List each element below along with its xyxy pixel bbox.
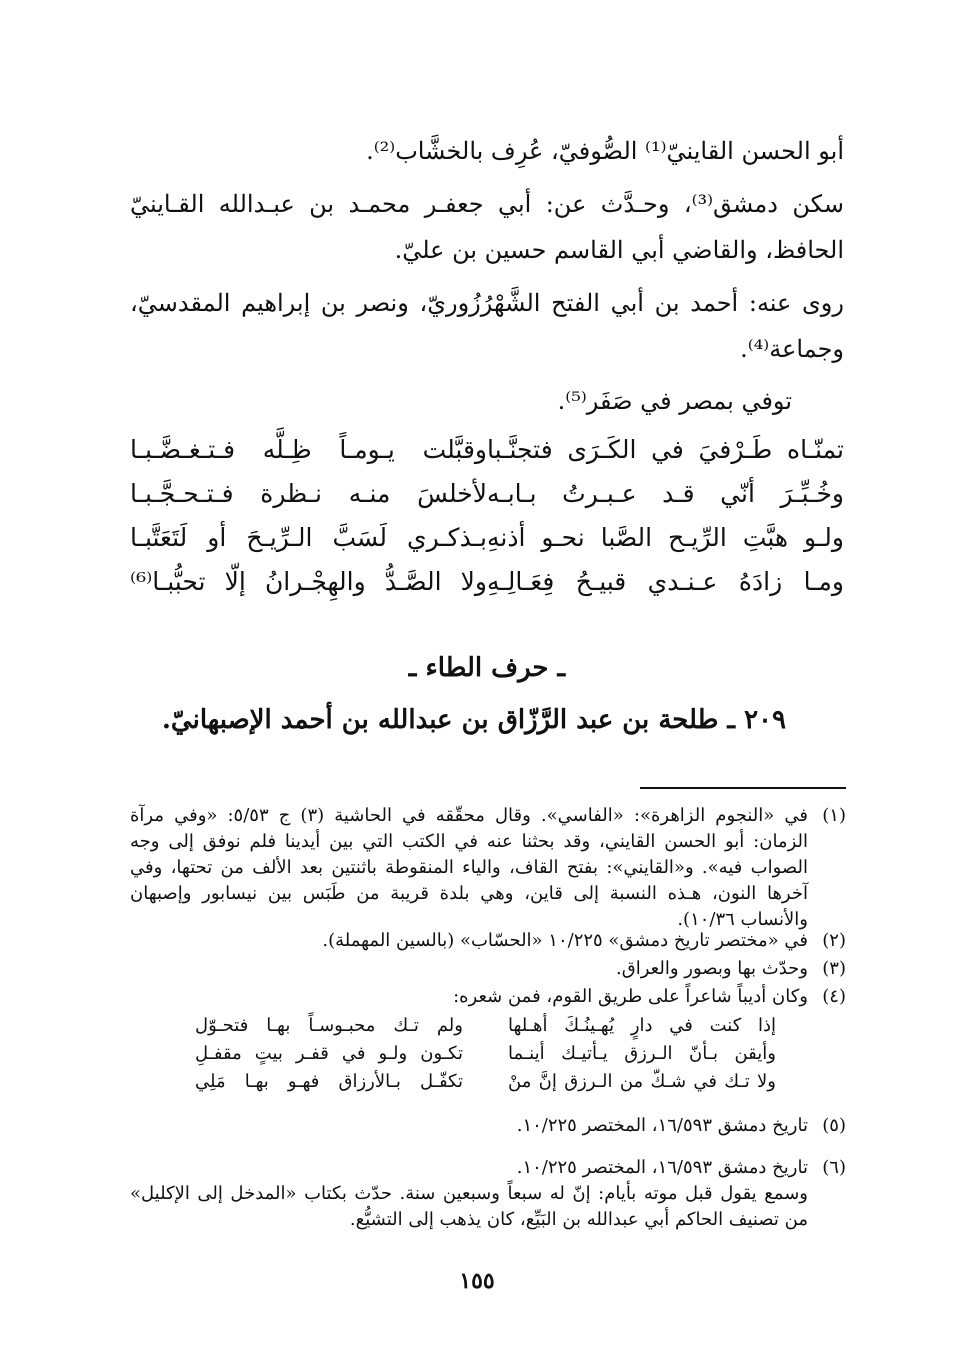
section-heading: ـ حرف الطاء ـ xyxy=(408,653,566,683)
footnote-4-poem xyxy=(195,1012,776,1096)
verse-hemistich-second: تكـون ولـو في قفـر بيتٍ مقفـلِ xyxy=(195,1043,463,1064)
footnote-text: وحدّث بها وبصور والعراق. xyxy=(616,958,808,979)
footnote-verse xyxy=(195,1040,776,1068)
verse-hemistich-first: ولا تـك في شـكّ من الـرزق إنَّ منْ xyxy=(508,1071,776,1092)
poem-verse xyxy=(130,472,844,516)
footnote-separator xyxy=(640,787,846,789)
footnote-number: (٤) xyxy=(822,986,846,1007)
verse-hemistich-second: تكفّـل بـالأرزاق فهـو بهـا مَلِي xyxy=(195,1071,463,1092)
poem xyxy=(130,428,844,604)
footnote-4 xyxy=(130,984,846,1010)
entry-title: ٢٠٩ ـ طلحة بن عبد الرَّزّاق بن عبدالله بن أحمد الإصبهانيّ. xyxy=(161,705,786,735)
verse-hemistich-first: ولـو هبَّتِ الرِّيـح الصَّبا نحـو أذنهِ xyxy=(487,523,844,552)
verse-hemistich-second: ولا الصَّـدُّ والهِجْـرانُ إلّا تحبُّبـا⁽⁶⁾ xyxy=(130,567,487,596)
verse-hemistich-first: تمنّـاه طَـرْفيَ في الكَـرَى فتجنَّـبا xyxy=(487,435,844,464)
footnote-3 xyxy=(130,956,846,982)
verse-hemistich-first: إذا كنت في دارٍ يُهـينُـكَ أهـلها xyxy=(508,1015,776,1036)
verse-hemistich-second: ولم تـك محبـوسـاً بهـا فتحـوّل xyxy=(195,1015,463,1036)
footnote-number: (٥) xyxy=(822,1115,846,1136)
footnote-text: في «مختصر تاريخ دمشق» ١٠/٢٢٥ «الحسّاب» (بالسين المهملة). xyxy=(322,930,808,951)
poem-verse xyxy=(130,428,844,472)
intro-line-students: روى عنه: أحمد بن أبي الفتح الشَّهْرُزُوريّ، ونصر بن إبراهيم المقدسيّ، وجماعة⁽⁴⁾. xyxy=(130,289,844,363)
verse-hemistich-first: وخُـبِّـرَ أنّي قـد عـبـرتُ بـابـه xyxy=(487,479,844,508)
footnote-5 xyxy=(130,1113,846,1139)
footnote-text-continued: وسمع يقول قبل موته بأيام: إنّ له سبعاً وسبعين سنة. حدّث بكتاب «المدخل إلى الإكليل» من تصنيف الحاكم أبي عبدالله بن البَيِّع، كان يذهب إلى التشيُّع. xyxy=(130,1183,808,1230)
footnote-text: وكان أديباً شاعراً على طريق القوم، فمن شعره: xyxy=(453,986,808,1007)
footnote-verse xyxy=(195,1012,776,1040)
footnote-6 xyxy=(130,1155,846,1233)
footnote-2 xyxy=(130,928,846,954)
page-number: ١٥٥ xyxy=(459,1268,495,1294)
intro-line-death: توفي بمصر في صَفَر⁽⁵⁾. xyxy=(557,387,792,415)
poem-verse xyxy=(130,560,844,604)
verse-hemistich-second: وقبَّلت يـومـاً ظِـلَّه فـتـغـضَّـبـا xyxy=(130,435,487,464)
footnote-text: في «النجوم الزاهرة»: «الفاسي». وقال محقّقه في الحاشية (٣) ج ٥/٥٣: «وفي مرآة الزمان: أبو الحسن القايني، وقد بحثنا عنه في الكتب التي بين أيدينا فلم نوفق إلى وجه الصواب فيه». و«القايني»: بفتح القاف، والياء المنقوطة باثنتين بعد الألف من تحتها، وفي آخرها النون، هـذه النسبة إلى قاين، وهي بلدة قريبة من طَبَس بين نيسابور وإصبهان والأنساب ١٠/٣٦). xyxy=(130,805,808,930)
footnote-number: (٢) xyxy=(822,930,846,951)
footnote-1 xyxy=(130,803,846,933)
footnote-text: تاريخ دمشق ١٦/٥٩٣، المختصر ١٠/٢٢٥. xyxy=(516,1115,808,1136)
verse-hemistich-first: وأيقن بـأنّ الـرزق يـأتيـك أينـما xyxy=(508,1043,776,1064)
verse-hemistich-first: ومـا زادَهُ عـنـدي قبيـحُ فِعَـالِـهِ xyxy=(487,567,844,596)
verse-hemistich-second: بـذكـري لَسَبَّ الـرِّيـحَ أو لَتَعَتَّبـا xyxy=(130,523,487,552)
footnote-number: (٦) xyxy=(822,1157,846,1178)
intro-line-teachers: سكن دمشق⁽³⁾، وحـدَّث عن: أبي جعفـر محمـد بن عبـدالله القـاينيّ الحافظ، والقاضي أبي القاسم حسين بن عليّ. xyxy=(130,190,844,264)
verse-hemistich-second: لأخلسَ منـه نـظرة فـتـحـجَّـبـا xyxy=(130,479,487,508)
poem-verse xyxy=(130,516,844,560)
intro-line-nisba: أبو الحسن القاينيّ⁽¹⁾ الصُّوفيّ، عُرِف بالخشَّاب⁽²⁾. xyxy=(366,137,844,165)
footnote-number: (٣) xyxy=(822,958,846,979)
footnote-number: (١) xyxy=(822,805,846,826)
footnote-verse xyxy=(195,1068,776,1096)
footnote-text: تاريخ دمشق ١٦/٥٩٣، المختصر ١٠/٢٢٥. xyxy=(516,1157,808,1178)
